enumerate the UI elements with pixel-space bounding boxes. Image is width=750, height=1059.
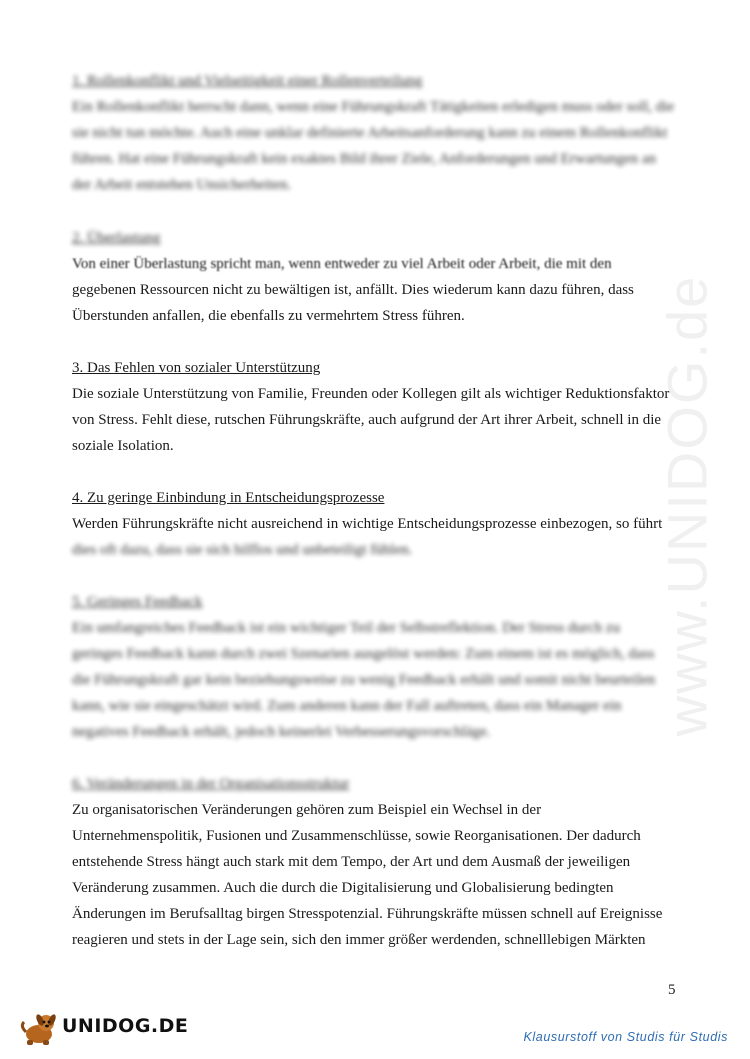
paragraph-line: entstehende Stress hängt auch stark mit dem Tempo, der Art und dem Ausmaß der jeweiligen [72, 854, 631, 870]
paragraph-line: von Stress. Fehlt diese, rutschen Führungskräfte, auch aufgrund der Art ihrer Arbeit, schnell in die [72, 412, 662, 428]
paragraph-line: reagieren und stets in der Lage sein, sich den immer größer werdenden, schnelllebigen Märkten [72, 932, 646, 948]
paragraph-line: Zu organisatorischen Veränderungen gehören zum Beispiel ein Wechsel in der [72, 802, 542, 818]
section-heading: 1. Rollenkonflikt und Vielseitigkeit einer Rollenverteilung [72, 73, 423, 89]
page-number: 5 [668, 982, 676, 998]
paragraph-line: Werden Führungskräfte nicht ausreichend in wichtige Entscheidungsprozesse einbezogen, so führt [72, 516, 663, 532]
section-ueberlastung [72, 225, 684, 329]
paragraph-line: Von einer Überlastung spricht man, wenn entweder zu viel Arbeit oder Arbeit, die mit den [72, 256, 612, 272]
section-organisationsstruktur [72, 771, 684, 953]
paragraph-line: soziale Isolation. [72, 438, 174, 454]
paragraph-line: Überstunden anfallen, die ebenfalls zu vermehrtem Stress führen. [72, 308, 465, 324]
paragraph-line: Ein umfangreiches Feedback ist ein wichtiger Teil der Selbstreflektion. Der Stress durch zu [72, 620, 621, 636]
section-heading: 5. Geringes Feedback [72, 594, 203, 610]
section-heading: 2. Überlastung [72, 230, 161, 246]
section-feedback [72, 589, 684, 745]
watermark-text: www.UNIDOG.de [655, 274, 719, 736]
paragraph-line: Unternehmenspolitik, Fusionen und Zusammenschlüsse, sowie Reorganisationen. Der dadurch [72, 828, 641, 844]
paragraph-line: führen. Hat eine Führungskraft kein exaktes Bild ihrer Ziele, Anforderungen und Erwartungen an [72, 151, 656, 167]
section-einbindung [72, 485, 684, 563]
footer-tagline: Klausurstoff von Studis für Studis [523, 1030, 728, 1044]
dog-mascot-icon [18, 1010, 60, 1046]
paragraph-line: geringes Feedback kann durch zwei Szenarien ausgelöst werden: Zum einem ist es möglich, dass [72, 646, 655, 662]
paragraph-line: die Führungskraft gar kein beziehungsweise zu wenig Feedback erhält und somit nicht beurteilen [72, 672, 656, 688]
section-soziale-unterstuetzung [72, 355, 684, 459]
section-rollenkonflikt [72, 68, 684, 198]
section-heading: 6. Veränderungen in der Organisationsstruktur [72, 776, 350, 792]
logo-text: UNIDOG.DE [62, 1015, 189, 1037]
section-heading: 3. Das Fehlen von sozialer Unterstützung [72, 360, 321, 376]
unidog-logo [18, 1010, 189, 1046]
paragraph-line: der Arbeit entstehen Unsicherheiten. [72, 177, 292, 193]
paragraph-line: dies oft dazu, dass sie sich hilflos und unbeteiligt fühlen. [72, 542, 413, 558]
paragraph-line: negatives Feedback erhält, jedoch keinerlei Verbesserungsvorschläge. [72, 724, 491, 740]
paragraph-line: sie nicht tun möchte. Auch eine unklar definierte Arbeitsanforderung kann zu einem Rollenkonflikt [72, 125, 668, 141]
paragraph-line: kann, wie sie eingeschätzt wird. Zum anderen kann der Fall auftreten, dass ein Manager ein [72, 698, 622, 714]
section-heading: 4. Zu geringe Einbindung in Entscheidungsprozesse [72, 490, 385, 506]
paragraph-line: Veränderung zusammen. Auch die durch die Digitalisierung und Globalisierung bedingten [72, 880, 614, 896]
paragraph-line: gegebenen Ressourcen nicht zu bewältigen ist, anfällt. Dies wiederum kann dazu führen, dass [72, 282, 634, 298]
paragraph-line: Die soziale Unterstützung von Familie, Freunden oder Kollegen gilt als wichtiger Reduktionsfaktor [72, 386, 670, 402]
paragraph-line: Ein Rollenkonflikt herrscht dann, wenn eine Führungskraft Tätigkeiten erledigen muss oder soll, die [72, 99, 675, 115]
paragraph-line: Änderungen im Berufsalltag birgen Stresspotenzial. Führungskräfte müssen schnell auf Ereignisse [72, 906, 663, 922]
